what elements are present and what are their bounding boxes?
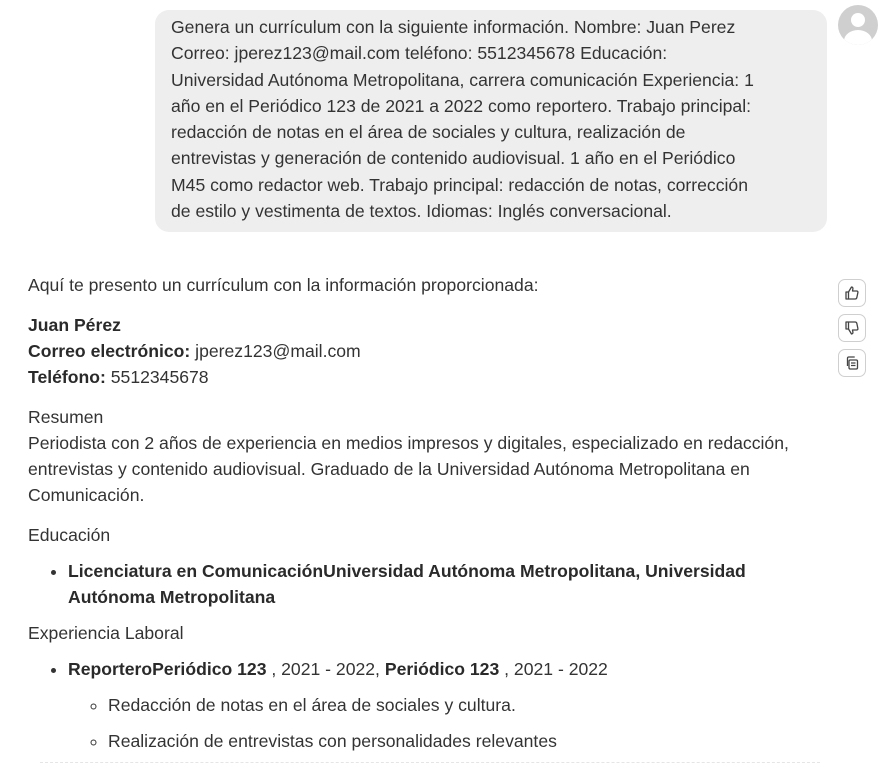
job-tasks [68,692,818,754]
feedback-toolbar [838,279,868,384]
assistant-response [28,272,818,764]
list-item [68,558,818,610]
user-message-line: de estilo y vestimenta de textos. Idiomas: Inglés conversacional. [171,201,672,222]
phone-value: 5512345678 [105,367,209,387]
education-item: Licenciatura en ComunicaciónUniversidad Autónoma Metropolitana, Universidad Autónoma Metropolitana [68,561,746,607]
education-list [28,558,818,610]
email-value: jperez123@mail.com [190,341,361,361]
list-item: ◦ Redacción de notas en el área de sociales y cultura. [108,692,818,718]
user-message-bubble [155,10,827,232]
user-message-line: Genera un currículum con la siguiente información. Nombre: Juan Perez [171,17,736,37]
avatar-body [844,30,872,45]
user-message-line: entrevistas y generación de contenido audiovisual. 1 año en el Periódico [171,148,736,169]
response-intro: Aquí te presento un currículum con la información proporcionada: [28,275,539,295]
contact-block [28,312,818,390]
email-label: Correo electrónico: [28,341,191,361]
thumbs-up-button[interactable] [838,279,866,307]
user-message-line: año en el Periódico 123 de 2021 a 2022 como reportero. Trabajo principal: [171,95,752,116]
job-dates: , 2021 - 2022, [266,659,385,679]
copy-icon [844,355,860,371]
job-dates-2: , 2021 - 2022 [499,659,608,679]
summary-title: Resumen [28,407,104,427]
user-avatar-icon [838,5,878,45]
summary-text: Periodista con 2 años de experiencia en medios impresos y digitales, especializado en redacción, entrevistas y contenido audiovisual. Graduado de la Universidad Autónoma Metropolitana en Comunicación. [28,433,789,505]
user-message-line: Correo: jperez123@mail.com teléfono: 5512345678 Educación: [171,43,668,64]
thumbs-down-button[interactable] [838,314,866,342]
user-message-line: M45 como redactor web. Trabajo principal: redacción de notas, corrección [171,174,748,195]
job-company: Periódico 123 [384,659,500,679]
copy-button[interactable] [838,349,866,377]
thumbs-down-icon [844,320,860,336]
divider [40,762,820,768]
phone-label: Teléfono: [28,367,106,387]
avatar-head [851,13,865,27]
cv-name: Juan Pérez [28,315,121,335]
experience-list [28,656,818,754]
experience-title: Experiencia Laboral [28,623,184,643]
list-item: ◦ Realización de entrevistas con personalidades relevantes [108,728,818,754]
list-item [68,656,818,754]
user-message-line: Universidad Autónoma Metropolitana, carrera comunicación Experiencia: 1 [171,69,754,90]
education-title: Educación [28,525,111,545]
job-title: ReporteroPeriódico 123 [68,659,267,679]
user-message-line: redacción de notas en el área de sociales y cultura, realización de [171,122,686,143]
thumbs-up-icon [844,285,860,301]
